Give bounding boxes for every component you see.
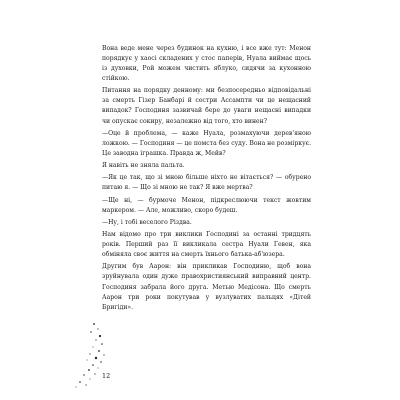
paragraph: Вона веде мене через будинок на кухню, і все вже тут: Менон порядкує у хаосі складених у стос паперів, Нуала виймає щось із духовки, Рой можем чистить яблуко, сидячи за кухонною стійкою. [102, 45, 311, 83]
paragraph: Другим був Аарон: він прикликав Господиню, щоб вона зруйнувала один дуже правохристиянський виправний центр. Господиня забрала його друга. Метью Медісона. Що смерть Аарон три роки покутував у вузлуватих пальцях «Дітей Бригіди». [102, 263, 311, 311]
dialogue-paragraph: —Як це так, що зі мною більше ніхто не вітається? — обурено питаю я. — Що зі мною не так? Я вже мертва? [102, 174, 311, 192]
page-number: 12 [102, 372, 111, 380]
dialogue-paragraph: —Оце й проблема, — каже Нуала, розмахуючи дерев'яною ложкою. — Господиня — це помста без суду. Вона не розміркує. Це заводна іграшка. Правда ж, Мейв? [102, 129, 312, 157]
body-text [102, 44, 311, 313]
paragraph: Питання на порядку денному: ми безпосередньо відповідальні за смерть Гізер Банбарі й сестри Ассампти чи це нещасний випадок? Господиня зазвичай бере до уваги нещасні випадки чи опускає сокиру, незалежно від того, хто винен? [102, 87, 311, 125]
dialogue-paragraph: —Ще ні, — бурмоче Менон, підкреслюючи текст жовтим маркером. — Але, можливо, скоро будеш. [102, 196, 311, 214]
paragraph: Я навіть не зняла пальта. [102, 162, 185, 170]
paragraph: Нам відомо про три виклики Господині за останні тридцять років. Перший раз її викликала сестра Нуали Гевен, яка обміняла своє життя на смерть їхнього батька-аб'юзера. [102, 231, 311, 259]
dialogue-paragraph: —Ну, і тобі веселого Різдва. [102, 218, 192, 226]
